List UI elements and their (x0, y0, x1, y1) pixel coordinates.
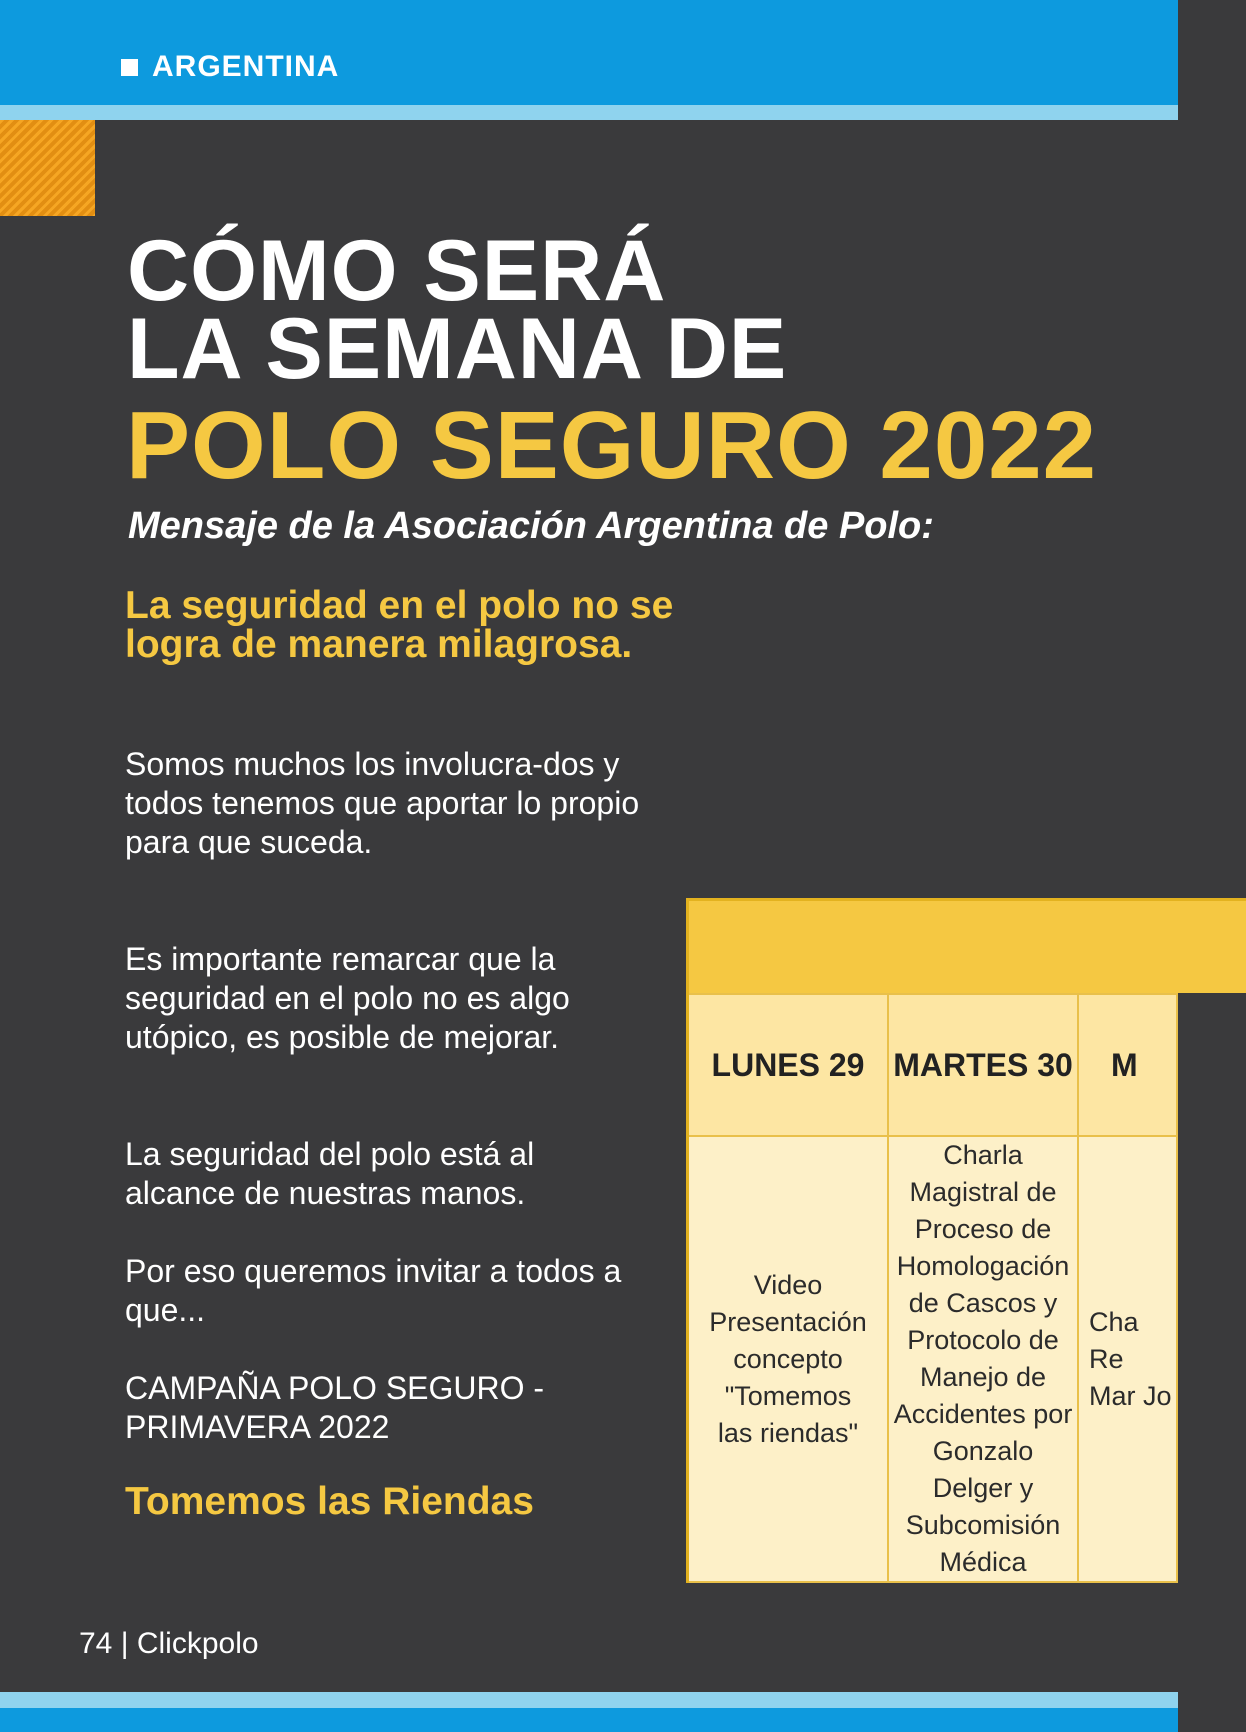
event-wednesday: Cha Re Mar Jo (1078, 1136, 1177, 1582)
square-bullet-icon (121, 59, 138, 76)
title-highlight: POLO SEGURO 2022 (126, 392, 1097, 499)
schedule-events-row (688, 1136, 1178, 1582)
footer-stripe (0, 1692, 1178, 1708)
body-paragraph-2: Es importante remarcar que la seguridad en el polo no es algo utópico, es posible de mejorar. (125, 941, 570, 1055)
section-tag (121, 50, 339, 84)
corner-hatch-decoration (0, 120, 95, 216)
schedule-grid (686, 993, 1178, 1583)
campaign-name: CAMPAÑA POLO SEGURO - PRIMAVERA 2022 (125, 1370, 545, 1445)
footer-bar (0, 1708, 1178, 1732)
body-paragraph-3: La seguridad del polo está al alcance de nuestras manos. (125, 1136, 535, 1211)
day-header-wednesday: M (1078, 994, 1177, 1136)
section-label: ARGENTINA (152, 50, 340, 83)
lead-statement: La seguridad en el polo no se logra de manera milagrosa. (125, 584, 674, 666)
schedule-header-band (686, 898, 1246, 993)
schedule-days-row (688, 994, 1178, 1136)
day-header-monday: LUNES 29 (688, 994, 889, 1136)
event-monday: Video Presentación concepto "Tomemos las riendas" (688, 1136, 889, 1582)
body-paragraph-4: Por eso queremos invitar a todos a que... (125, 1253, 622, 1328)
page-footer: 74 | Clickpolo (79, 1627, 259, 1660)
schedule-table (686, 898, 1178, 1577)
body-paragraph-1: Somos muchos los involucra-dos y todos tenemos que aportar lo propio para que suceda. (125, 746, 640, 860)
subtitle: Mensaje de la Asociación Argentina de Polo: (128, 505, 934, 547)
title-line-1: CÓMO SERÁ (127, 223, 667, 319)
header-stripe (0, 105, 1178, 120)
page-title (127, 223, 788, 397)
title-line-2: LA SEMANA DE (127, 301, 788, 397)
day-header-tuesday: MARTES 30 (888, 994, 1078, 1136)
campaign-tagline: Tomemos las Riendas (125, 1480, 534, 1523)
event-tuesday: Charla Magistral de Proceso de Homologación de Cascos y Protocolo de Manejo de Accidentes por Gonzalo Delger y Subcomisión Médica (888, 1136, 1078, 1582)
